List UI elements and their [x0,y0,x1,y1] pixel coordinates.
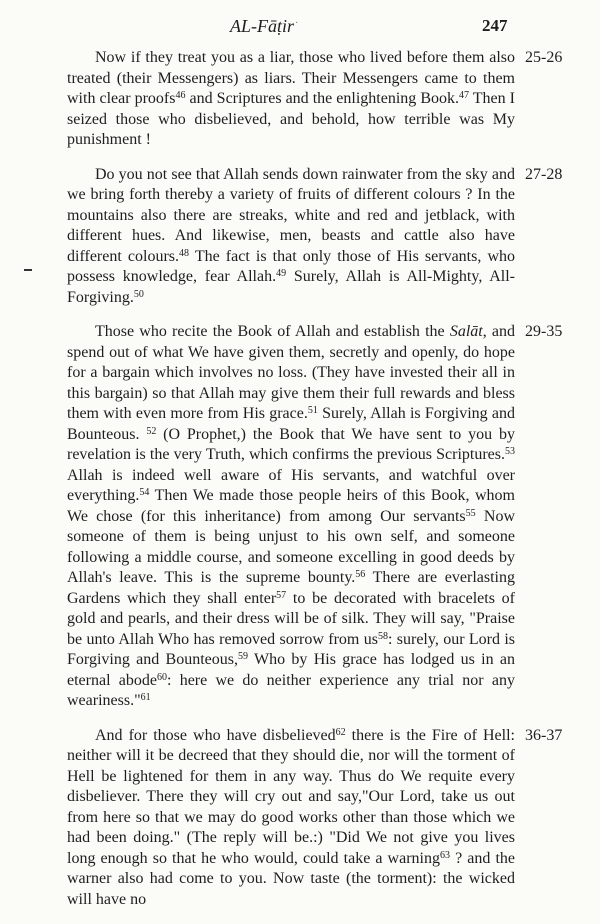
footnote-ref: 59 [237,651,248,662]
verse-range: 25-26 [525,49,563,66]
text-segment: Surely, Allah is Forgiving and Bounteous. [67,405,516,443]
text-segment: Surely, Allah is All-Mighty, All-Forgiving. [67,268,515,306]
passage [67,322,563,712]
text-segment: Then We made those people heirs of this Book, whom We chose (for this inheritance) from among Our servants [67,487,515,525]
footnote-ref: 62 [335,726,346,738]
surah-title: AL-Fāṭir [230,16,295,36]
text-segment: : here we do neither experience any trial nor any weariness." [67,671,515,709]
verse-range: 27-28 [525,165,563,183]
text-segment: Allah is indeed well aware of His servants, and watchful over everything. [67,466,515,504]
text-segment: to be decorated with bracelets of gold and pearls, and their dress will be of silk. They will say, "Praise be unto Allah Who has removed sorrow from us [67,589,515,648]
text-segment: ? and the warner also had come to you. Now taste (the torment): the wicked will have no [67,849,516,908]
passage [67,165,563,309]
text-segment: , and spend out of what We have given them, secretly and openly, do hope for a bargain which involves no loss. (They have invested their all in this bargain) so that Allah may give them their full rewards and bless them with even more from His grace. [67,323,515,422]
footnote-ref: 63 [440,849,450,861]
text-segment: and Scriptures and the enlightening Book. [185,90,459,107]
text-segment: Then I seized those who disbelieved, and behold, how terrible was My punishment ! [67,90,515,148]
footnote-ref: 48 [179,247,189,259]
footnote-ref: 46 [175,90,186,101]
text-segment: Who by His grace has lodged us in an eternal abode [67,651,516,689]
verse-range: 36-37 [525,726,563,744]
text-segment: there is the Fire of Hell: neither will it be decreed that they should die, nor will the torment of Hell be lightened for them in any way. Thus do We requite every disbeliever. There they will cry out and say,"Our Lord, take us out from here so that we may do good works other than those which we had been doing." (The reply will be.:) "Did We not give you lives long enough so that he who would, could take a warning [67,726,515,867]
verse-range: 29-35 [525,323,563,340]
passage-text [67,165,515,309]
margin-mark: · [295,18,299,29]
text-segment: The fact is that only those of His servants, who possess knowledge, fear Allah. [67,247,516,285]
page-body [67,48,563,924]
footnote-ref: 60 [157,671,167,683]
italic-term: Salāt [449,323,483,340]
footnote-ref: 52 [146,425,157,437]
footnote-ref: 61 [140,692,151,703]
page-number: 247 [482,16,508,35]
footnote-ref: 55 [465,507,476,519]
passage-text [67,322,515,712]
footnote-ref: 57 [276,589,287,601]
text-segment: Now if they treat you as a liar, those who lived before them also treated (their Messengers) as liars. Their Messengers came to them with clear proofs [67,49,515,107]
footnote-ref: 50 [133,288,144,300]
footnote-ref: 53 [505,446,515,457]
footnote-ref: 49 [276,268,287,279]
passage [67,726,563,911]
passage-text [67,726,515,911]
passage-text [67,48,515,151]
footnote-ref: 56 [355,569,366,580]
text-segment: Do you not see that Allah sends down rainwater from the sky and we bring forth thereby a variety of fruits of different colours ? In the mountains also there are streaks, white and red and jetblack, with different hues. And likewise, men, beasts and cattle also have different colours. [67,165,515,265]
page-header [0,14,600,44]
text-segment: Now someone of them is being unjust to his own self, and someone following a middle course, and someone excelling in good deeds by Allah's leave. This is the supreme bounty. [67,507,516,586]
text-segment: There are everlasting Gardens which they shall enter [67,569,515,607]
text-segment: : surely, our Lord is Forgiving and Bounteous, [67,630,516,668]
margin-dash-mark [24,269,32,271]
footnote-ref: 51 [307,405,318,416]
text-segment: And for those who have disbelieved [95,726,336,744]
text-segment: (O Prophet,) the Book that We have sent to you by revelation is the very Truth, which confirms the previous Scriptures. [67,425,516,463]
passage [67,48,563,151]
footnote-ref: 47 [459,90,469,101]
footnote-ref: 58 [377,630,388,642]
footnote-ref: 54 [139,487,150,498]
text-segment: Those who recite the Book of Allah and establish the [95,323,450,340]
